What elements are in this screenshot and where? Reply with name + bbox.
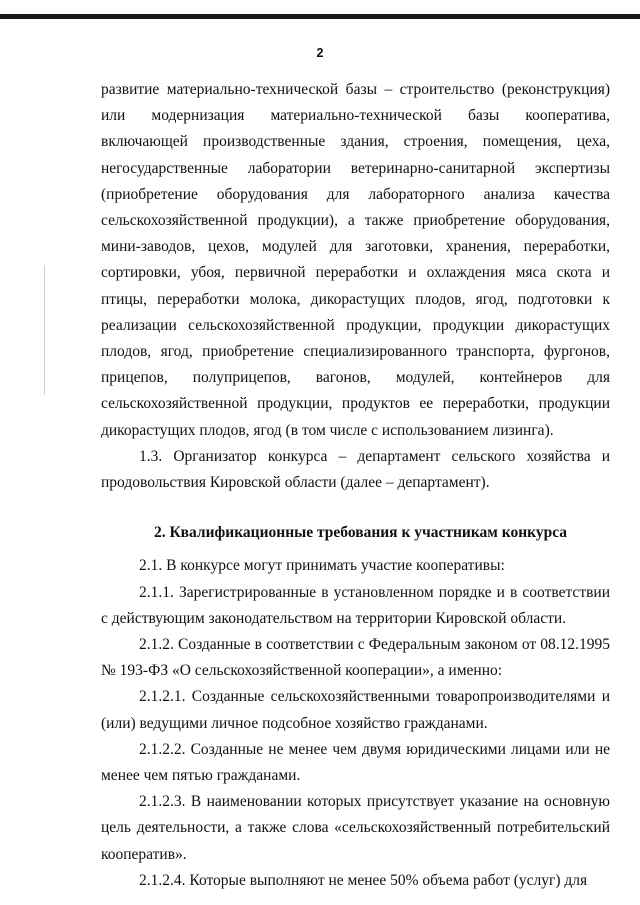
paragraph-2-1: 2.1. В конкурсе могут принимать участие кооперативы: (139, 557, 505, 575)
paragraph-2-1-2: 2.1.2. Созданные в соответствии с Федеральным законом от 08.12.1995 № 193-ФЗ «О сельскохозяйственной кооперации», а именно: (101, 636, 610, 680)
paragraph-2-1-2-4: 2.1.2.4. Которые выполняют не менее 50% объема работ (услуг) для (139, 871, 588, 889)
paragraph-2-1-2-3: 2.1.2.3. В наименовании которых присутствует указание на основную цель деятельности, а также слова «сельскохозяйственный потребительский кооператив». (101, 793, 610, 863)
section-heading: 2. Квалификационные требования к участникам конкурса (153, 524, 568, 542)
paragraph-material-base: развитие материально-технической базы – строительство (реконструкция) или модернизация материально-технической базы кооператива, включающей производственные здания, строения, помещения, цеха, негосударственные лаборатории ветеринарно-санитарной экспертизы (приобретение оборудования для лабораторного анализа качества сельскохозяйственной продукции), а также приобретение оборудования, мини-заводов, цехов, модулей для заготовки, хранения, переработки, сортировки, убоя, первичной переработки и охлаждения мяса скота и птицы, переработки молока, дикорастущих плодов, ягод, подготовки к реализации сельскохозяйственной продукции, продукции дикорастущих плодов, ягод, приобретение специализированного транспорта, фургонов, прицепов, полуприцепов, вагонов, модулей, контейнеров для сельскохозяйственной продукции, продуктов ее переработки, продукции дикорастущих плодов, ягод (в том числе с использованием лизинга). (101, 81, 610, 439)
paragraph-2-1-2-2: 2.1.2.2. Созданные не менее чем двумя юридическими лицами или не менее чем пятью гражданами. (101, 740, 610, 785)
scan-margin-line (44, 265, 45, 395)
paragraph-2-1-2-1: 2.1.2.1. Созданные сельскохозяйственными товаропроизводителями и (или) ведущими личное подсобное хозяйство гражданами. (101, 688, 610, 732)
paragraph-1-3: 1.3. Организатор конкурса – департамент сельского хозяйства и продовольствия Кировской области (далее – департамент). (101, 447, 610, 492)
top-border-rule (0, 14, 640, 19)
document-body (101, 77, 610, 894)
page-number: 2 (316, 46, 324, 60)
paragraph-2-1-1: 2.1.1. Зарегистрированные в установленном порядке и в соответствии с действующим законодательством на территории Кировской области. (101, 583, 610, 627)
